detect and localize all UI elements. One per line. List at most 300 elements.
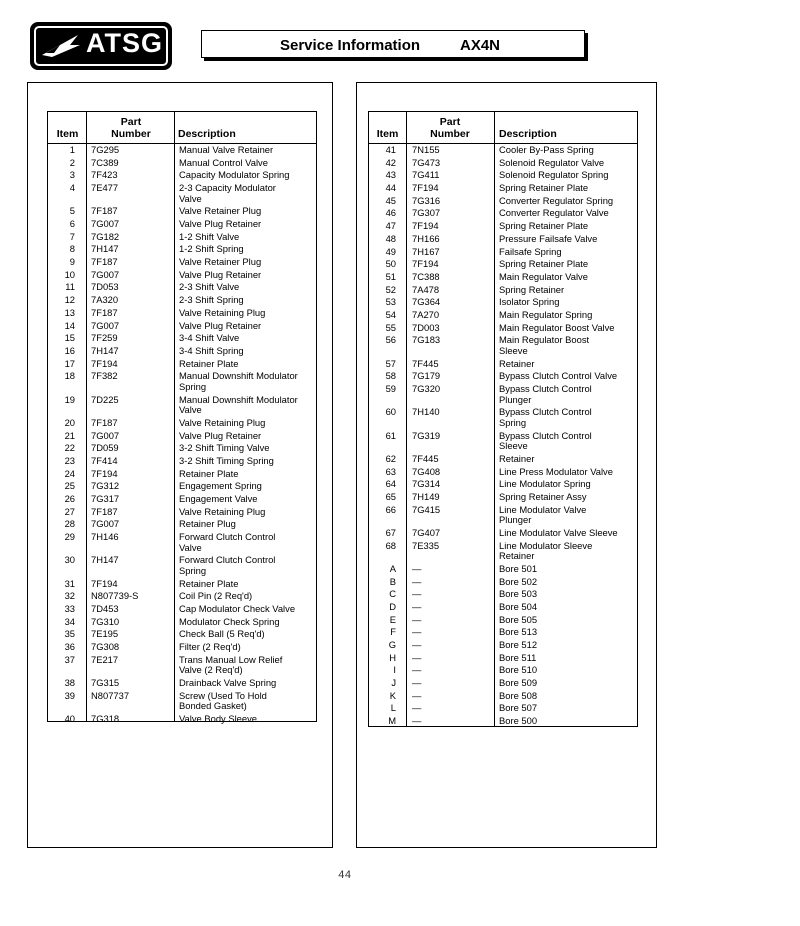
table-row [48,604,316,617]
table-row [369,454,637,467]
description-cell [179,346,244,357]
column-header-item: Item [376,128,399,140]
column-header-part-line1: Part [120,116,142,128]
description-cell [499,653,536,664]
item-cell: 1 [69,144,75,155]
item-cell: 15 [64,332,75,344]
item-cell: 18 [64,370,75,382]
description-cell [499,541,592,562]
part-number-cell: 7F423 [91,169,118,181]
item-cell: 19 [64,393,75,405]
table-row [369,640,637,653]
part-number-cell: 7G310 [91,615,120,627]
item-cell: 61 [385,429,396,441]
item-cell: 4 [69,182,75,194]
description-line: Valve Plug Retainer [179,268,262,280]
description-cell [179,469,238,480]
item-cell: B [389,575,396,587]
description-line: Bore 508 [499,689,538,701]
description-cell [499,431,592,452]
description-cell [179,244,244,255]
description-line: Bore 511 [499,651,537,663]
item-cell: 10 [64,268,75,280]
description-line: 3-4 Shift Spring [179,344,244,356]
item-cell: 35 [64,628,75,640]
item-cell: J [391,677,396,689]
description-line: Solenoid Regulator Valve [499,156,605,168]
part-number-cell: 7H146 [91,531,119,543]
part-number-cell: 7A270 [412,308,440,320]
part-number-cell: 7N155 [412,144,440,155]
table-row [48,691,316,714]
description-line: Spring [179,564,207,576]
part-number-cell: 7F187 [91,306,118,318]
description-line: Bore 513 [499,626,538,638]
description-line: Spring Retainer Plate [499,182,589,194]
part-number-cell: 7H166 [412,232,440,244]
item-cell: 45 [385,194,396,206]
parts-table-right [368,111,638,727]
item-cell: 23 [64,454,75,466]
part-number-cell: 7G320 [412,382,441,394]
part-number-cell: — [412,664,422,676]
table-row [369,407,637,430]
table-row [48,532,316,555]
item-cell: 27 [64,505,75,517]
description-line: Bore 501 [499,562,538,574]
part-number-cell: 7G315 [91,677,120,689]
part-number-cell: 7E335 [412,539,440,551]
item-cell: 68 [385,539,396,551]
description-line: Retainer [499,452,535,464]
description-cell [179,604,295,615]
part-number-cell: 7G295 [91,144,120,155]
description-line: Bore 505 [499,613,538,625]
item-cell: H [389,651,396,663]
part-number-cell: 7F194 [412,182,439,194]
part-number-cell: 7F194 [412,220,439,232]
table-row [48,714,316,727]
part-number-cell: N807739-S [91,590,139,602]
parts-table-left [47,111,317,725]
description-cell [499,323,615,334]
description-line: Manual Downshift Modulator [179,393,298,405]
description-cell [499,196,613,207]
description-line: Retainer Plate [179,357,239,369]
description-cell [499,564,537,575]
description-cell [499,528,618,539]
description-cell [499,602,537,613]
table-row [48,418,316,431]
item-cell: 44 [385,182,396,194]
table-row [369,221,637,234]
item-cell: F [390,626,396,638]
item-cell: 16 [64,344,75,356]
description-line: Bypass Clutch Control [499,429,592,441]
part-number-cell: 7E477 [91,182,119,194]
description-cell [499,492,587,503]
description-line: Cap Modulator Check Valve [179,603,296,615]
description-line: Line Modulator Valve [499,503,587,515]
description-line: Forward Clutch Control [179,531,276,543]
description-line: Manual Control Valve [179,156,268,168]
part-number-cell: — [412,702,422,714]
description-cell [179,333,239,344]
table-row [48,678,316,691]
item-cell: 11 [65,281,75,293]
description-line: Bore 510 [499,664,538,676]
description-line: Cooler By-Pass Spring [499,144,594,155]
description-cell [499,467,613,478]
column-header-description: Description [178,128,236,140]
table-row [369,492,637,505]
description-line: Bore 503 [499,588,538,600]
description-line: Valve [179,404,202,416]
part-number-cell: 7G007 [91,268,120,280]
description-cell [179,359,238,370]
item-cell: 48 [385,232,396,244]
description-line: 2-3 Shift Spring [179,294,244,306]
description-line: Engagement Valve [179,493,258,505]
part-number-cell: 7D225 [91,393,119,405]
description-line: Retainer Plate [179,467,239,479]
description-line: Bypass Clutch Control [499,406,592,418]
description-line: Failsafe Spring [499,245,562,257]
table-header [48,112,316,144]
table-row [369,528,637,541]
description-cell [499,145,594,156]
description-line: Converter Regulator Valve [499,207,609,219]
description-cell [499,272,588,283]
item-cell: 26 [64,493,75,505]
part-number-cell: 7E195 [91,628,119,640]
description-line: Bore 509 [499,677,538,689]
description-line: Retainer [499,357,535,369]
description-line: Bore 502 [499,575,538,587]
description-line: Isolator Spring [499,296,560,308]
description-cell [179,158,268,169]
table-row [369,678,637,691]
description-line: Valve (2 Req'd) [179,664,243,676]
part-number-cell: 7G314 [412,478,441,490]
part-number-cell: 7D059 [91,442,119,454]
table-row [48,642,316,655]
item-cell: 55 [385,321,396,333]
part-number-cell: — [412,575,422,587]
item-cell: L [390,702,396,714]
page-title: Service Information [280,37,421,54]
item-cell: 67 [385,526,396,538]
description-line: Main Regulator Boost Valve [499,321,615,333]
description-cell [179,591,252,602]
column-header-part-line2: Number [430,128,470,140]
part-number-cell: 7H149 [412,490,440,502]
description-cell [179,678,276,689]
item-cell: 63 [385,465,396,477]
part-number-cell: 7F194 [412,258,439,270]
table-row [369,431,637,454]
description-line: Spring Retainer Plate [499,258,589,270]
description-line: Manual Valve Retainer [179,144,274,155]
column-header-description: Description [499,128,557,140]
description-line: Manual Downshift Modulator [179,370,298,382]
description-line: Retainer Plate [179,577,239,589]
part-number-cell: 7D053 [91,281,119,293]
description-cell [179,532,275,553]
description-cell [179,257,261,268]
part-number-cell: 7G007 [91,218,120,230]
description-cell [179,555,275,576]
description-cell [179,443,270,454]
description-line: Valve Plug Retainer [179,319,262,331]
item-cell: 29 [64,531,75,543]
item-cell: 50 [385,258,396,270]
part-number-cell: N807737 [91,689,130,701]
description-line: Drainback Valve Spring [179,677,277,689]
description-cell [179,629,265,640]
part-number-cell: 7H147 [91,344,119,356]
description-line: Valve Retainer Plug [179,205,262,217]
atsg-bird-mark-icon [40,31,82,59]
part-number-cell: 7F194 [91,357,118,369]
table-row [369,541,637,564]
part-number-cell: 7E217 [91,653,119,665]
description-line: 2-3 Shift Valve [179,281,240,293]
description-line: Capacity Modulator Spring [179,169,290,181]
part-number-cell: 7C388 [412,270,440,282]
item-cell: C [389,588,396,600]
part-number-cell: — [412,651,422,663]
item-cell: 47 [385,220,396,232]
table-row [369,272,637,285]
item-cell: 12 [64,294,75,306]
part-number-cell: 7H147 [91,243,119,255]
item-cell: 40 [64,713,75,725]
item-cell: 33 [64,603,75,615]
description-cell [499,640,537,651]
item-cell: 39 [64,689,75,701]
table-row [369,183,637,196]
description-cell [499,259,588,270]
description-line: 1-2 Shift Valve [179,230,240,242]
description-cell [179,519,236,530]
table-row [48,145,316,158]
item-cell: 37 [64,653,75,665]
part-number-cell: 7G007 [91,429,120,441]
description-cell [179,431,261,442]
item-cell: 38 [64,677,75,689]
description-cell [499,234,597,245]
description-line: Spring [179,380,207,392]
part-number-cell: 7F187 [91,205,118,217]
item-cell: 53 [385,296,396,308]
description-line: 1-2 Shift Spring [179,243,244,255]
part-number-cell: 7C389 [91,156,119,168]
item-cell: 54 [385,308,396,320]
model-name: AX4N [460,37,501,54]
table-row [48,555,316,578]
description-line: Bonded Gasket) [179,700,247,712]
description-line: Bore 500 [499,715,538,727]
description-line: 3-2 Shift Timing Valve [179,442,270,454]
description-cell [179,219,261,230]
description-cell [499,407,592,428]
part-number-cell: 7H140 [412,406,440,418]
description-cell [499,479,591,490]
part-number-cell: 7F187 [91,416,118,428]
description-cell [179,270,261,281]
item-cell: I [393,664,396,676]
page-number: 44 [338,870,352,882]
item-cell: D [389,600,396,612]
description-cell [179,295,244,306]
atsg-logo [30,22,172,70]
description-cell [179,456,274,467]
part-number-cell: 7G179 [412,370,441,382]
description-cell [179,232,239,243]
table-row [48,346,316,359]
description-line: Valve Body Sleeve [179,713,257,725]
description-cell [179,714,257,725]
item-cell: 52 [385,283,396,295]
part-number-cell: — [412,600,422,612]
table-row [48,395,316,418]
item-cell: 49 [385,245,396,257]
table-row [369,505,637,528]
description-line: Line Press Modulator Valve [499,465,613,477]
description-line: Sleeve [499,344,528,356]
description-line: Screw (Used To Hold [179,689,267,701]
description-line: Valve [179,541,202,553]
item-cell: 5 [69,205,75,217]
item-cell: 3 [69,169,75,181]
description-cell [179,507,265,518]
item-cell: 14 [64,319,75,331]
part-number-cell: 7H147 [91,554,119,566]
part-number-cell: 7D003 [412,321,440,333]
part-number-cell: 7G308 [91,641,120,653]
item-cell: 34 [64,615,75,627]
part-number-cell: 7F414 [91,454,118,466]
description-cell [179,145,273,156]
description-cell [499,297,559,308]
part-number-cell: 7F194 [91,467,118,479]
description-line: Engagement Spring [179,480,262,492]
item-cell: 57 [385,357,396,369]
description-line: 3-4 Shift Valve [179,332,240,344]
description-cell [499,158,604,169]
description-cell [179,308,265,319]
description-cell [179,579,238,590]
description-line: Line Modulator Spring [499,478,591,490]
part-number-cell: — [412,562,422,574]
description-line: 2-3 Capacity Modulator [179,182,276,194]
table-row [369,602,637,615]
logo-text: ATSG [86,28,163,58]
table-row [48,183,316,206]
description-cell [499,384,592,405]
item-cell: 36 [64,641,75,653]
part-number-cell: 7G407 [412,526,441,538]
description-cell [179,481,262,492]
part-number-cell: 7G183 [412,334,441,346]
description-cell [179,655,282,676]
table-row [369,310,637,323]
item-cell: 30 [64,554,75,566]
table-row [369,145,637,158]
description-line: Spring Retainer Assy [499,490,587,502]
description-line: Solenoid Regulator Spring [499,169,609,181]
part-number-cell: 7H167 [412,245,440,257]
item-cell: 59 [385,382,396,394]
part-number-cell: — [412,639,422,651]
table-row [369,564,637,577]
description-line: Bypass Clutch Control Valve [499,370,618,382]
table-row [48,655,316,678]
description-line: Modulator Check Spring [179,615,280,627]
header-box [201,30,585,58]
part-number-cell: 7G411 [412,169,440,181]
description-cell [179,183,276,204]
item-cell: 21 [64,429,75,441]
description-line: Converter Regulator Spring [499,194,614,206]
part-number-cell: — [412,677,422,689]
part-number-cell: 7F187 [91,256,118,268]
description-line: Valve Plug Retainer [179,218,262,230]
table-row [48,494,316,507]
description-line: Check Ball (5 Req'd) [179,628,265,640]
item-cell: 64 [385,478,396,490]
table-row [48,456,316,469]
part-number-cell: 7G316 [412,194,441,206]
part-number-cell: 7G473 [412,156,441,168]
description-line: Valve [179,192,202,204]
item-cell: A [389,562,396,574]
table-row [48,371,316,394]
column-header-item: Item [56,128,79,140]
item-cell: 25 [64,480,75,492]
description-cell [499,285,564,296]
part-number-cell: — [412,588,422,600]
description-cell [499,589,537,600]
part-number-cell: 7F259 [91,332,118,344]
table-row [48,295,316,308]
part-number-cell: — [412,689,422,701]
description-cell [179,691,267,712]
description-line: Valve Retaining Plug [179,416,266,428]
description-line: Spring Retainer [499,283,565,295]
description-cell [499,208,609,219]
description-cell [499,183,588,194]
item-cell: 2 [69,156,75,168]
part-number-cell: 7F194 [91,577,118,589]
item-cell: G [388,639,396,651]
description-cell [499,627,537,638]
item-cell: 6 [69,218,75,230]
description-line: Plunger [499,393,532,405]
item-cell: 66 [385,503,396,515]
description-cell [499,716,537,727]
description-cell [499,371,617,382]
description-cell [179,617,280,628]
description-line: Forward Clutch Control [179,554,276,566]
description-line: Main Regulator Boost [499,334,590,346]
item-cell: 42 [385,156,396,168]
description-cell [499,359,534,370]
item-cell: 56 [385,334,396,346]
part-number-cell: 7G319 [412,429,441,441]
item-cell: 62 [385,452,396,464]
